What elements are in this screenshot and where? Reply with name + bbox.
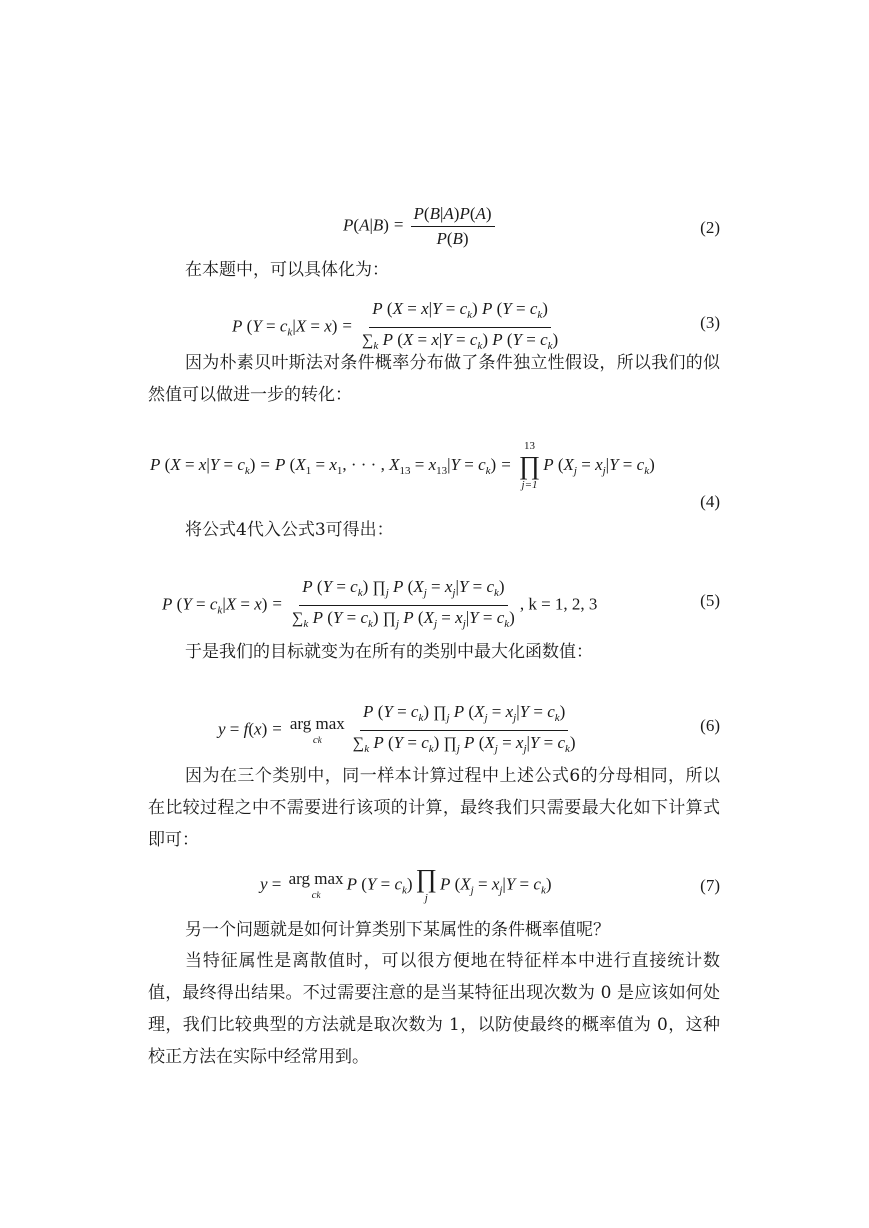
equation-4: P $(X = x|Y = c_k) = P$ ($X_1 = x_1$, · · · , $X_{13} = x_{13}|Y = c_k$) = 13 ∏ j=1 P $(X_j = x_j|Y = c_k)$ (4) [150, 440, 720, 511]
equation-number: (3) [700, 313, 720, 332]
equation-number: (7) [700, 876, 720, 895]
equation-tail: , k = 1, 2, 3 [519, 594, 598, 614]
equation-number: (5) [700, 591, 720, 610]
equation-5: P $(Y = c_k|X = x)$ = $\frac{P (Y = c_k) \prod_j P (X_j = x_j|Y = c_k)}{\sum_k P (Y = c_k) \prod_j P (X_j = x_j|Y = c_k)}$ , k = 1, 2, 3 (5) [162, 577, 720, 630]
paragraph: 在本题中，可以具体化为： [185, 260, 389, 280]
paragraph: 因为在三个类别中，同一样本计算过程中上述公式6的分母相同，所以在比较过程之中不需要进行该项的计算，最终我们只需要最大化如下计算式即可： [148, 766, 720, 850]
equation-2: P(A|B) = $\frac{P(B|A)P(A)}{P(B)}$ (2) [343, 204, 720, 248]
paragraph: 另一个问题就是如何计算类别下某属性的条件概率值呢？ [185, 920, 610, 940]
equation-number: (6) [700, 716, 720, 735]
equation-number: (4) [700, 492, 720, 511]
equation-3: P $(Y = c_k|X = x)$ = $\frac{P (X = x|Y = c_k) P (Y = c_k)}{\sum_k P (X = x|Y = c_k) P (Y = c_k)}$ (3) [232, 299, 720, 352]
equation-number: (2) [700, 218, 720, 237]
paragraph: 当特征属性是离散值时，可以很方便地在特征样本中进行直接统计数值，最终得出结果。不过需要注意的是当某特征出现次数为 0 是应该如何处理，我们比较典型的方法就是取次数为 1，以防使最终的概率值为 0，这种校正方法在实际中经常用到。 [148, 951, 720, 1067]
paragraph: 于是我们的目标就变为在所有的类别中最大化函数值： [185, 642, 593, 662]
equation-7: y = arg max ck P $(Y = c_k)$ ∏ j P $(X_j = x_j|Y = c_k)$ (7) [260, 864, 720, 904]
paragraph: 因为朴素贝叶斯法对条件概率分布做了条件独立性假设，所以我们的似然值可以做进一步的转化： [148, 353, 720, 405]
paragraph: 将公式4代入公式3可得出： [185, 520, 394, 540]
equation-6: y = f(x) = arg max ck $\frac{P (Y = c_k) \prod_j P (X_j = x_j|Y = c_k)}{\sum_k P (Y = c_k) \prod_j P (X_j = x_j|Y = c_k)}$ (6) [218, 702, 720, 755]
